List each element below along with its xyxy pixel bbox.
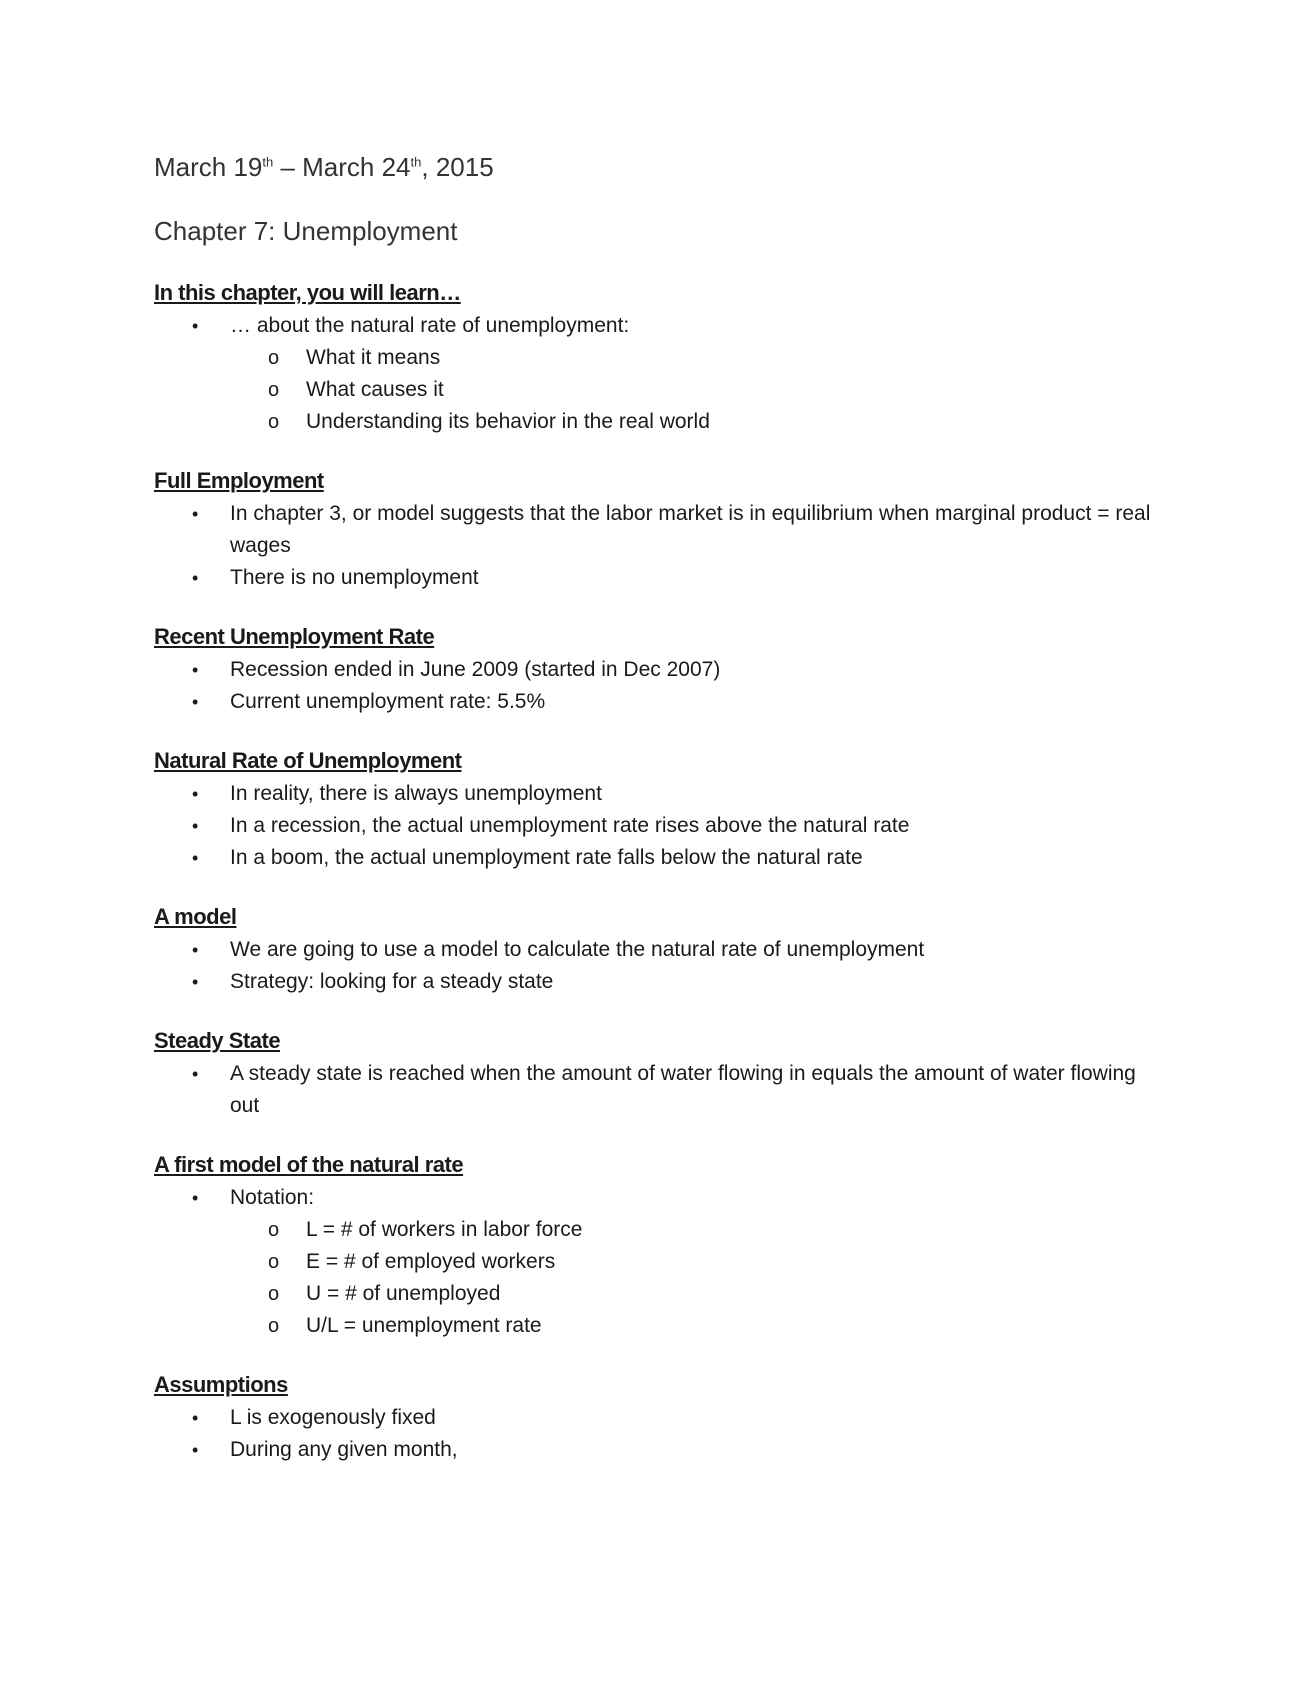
sub-bullet-item bbox=[230, 1246, 1154, 1278]
sub-bullet-circle-icon: o bbox=[268, 1315, 280, 1337]
bullet-text: In a recession, the actual unemployment rate rises above the natural rate bbox=[230, 814, 910, 837]
bullet-list bbox=[154, 934, 1154, 998]
section bbox=[154, 278, 1154, 438]
bullet-item bbox=[154, 1402, 1154, 1434]
bullet-item bbox=[154, 686, 1154, 718]
sub-bullet-circle-icon: o bbox=[268, 411, 280, 433]
bullet-text: … about the natural rate of unemployment: bbox=[230, 314, 630, 337]
sub-bullet-circle-icon: o bbox=[268, 1283, 280, 1305]
bullet-item bbox=[154, 934, 1154, 966]
bullet-text: Strategy: looking for a steady state bbox=[230, 970, 554, 993]
section-heading: A first model of the natural rate bbox=[154, 1152, 464, 1177]
sub-bullet-text: What causes it bbox=[306, 378, 444, 401]
bullet-dot-icon: • bbox=[192, 1440, 199, 1460]
sub-bullet-circle-icon: o bbox=[268, 1219, 280, 1241]
bullet-list bbox=[154, 778, 1154, 874]
sub-bullet-text: L = # of workers in labor force bbox=[306, 1218, 583, 1241]
bullet-dot-icon: • bbox=[192, 1188, 199, 1208]
sub-bullet-circle-icon: o bbox=[268, 379, 280, 401]
bullet-text: Recession ended in June 2009 (started in Dec 2007) bbox=[230, 658, 721, 681]
section-heading: Full Employment bbox=[154, 468, 324, 493]
bullet-text: A steady state is reached when the amount of water flowing in equals the amount of water flowing out bbox=[230, 1062, 1136, 1117]
bullet-dot-icon: • bbox=[192, 972, 199, 992]
sub-bullet-item bbox=[230, 1214, 1154, 1246]
bullet-dot-icon: • bbox=[192, 316, 199, 336]
bullet-item bbox=[154, 1058, 1154, 1122]
sub-bullet-item bbox=[230, 374, 1154, 406]
sub-bullet-item bbox=[230, 406, 1154, 438]
bullet-list bbox=[154, 1402, 1154, 1466]
date-range bbox=[154, 150, 1154, 184]
bullet-dot-icon: • bbox=[192, 940, 199, 960]
section bbox=[154, 746, 1154, 874]
bullet-text: We are going to use a model to calculate the natural rate of unemployment bbox=[230, 938, 925, 961]
bullet-dot-icon: • bbox=[192, 504, 199, 524]
date-start-suffix: th bbox=[262, 154, 274, 170]
bullet-item bbox=[154, 310, 1154, 438]
section bbox=[154, 1026, 1154, 1122]
bullet-dot-icon: • bbox=[192, 784, 199, 804]
bullet-dot-icon: • bbox=[192, 816, 199, 836]
date-start: March 19 bbox=[154, 152, 263, 182]
bullet-item bbox=[154, 966, 1154, 998]
bullet-text: L is exogenously fixed bbox=[230, 1406, 436, 1429]
sub-bullet-item bbox=[230, 342, 1154, 374]
bullet-list bbox=[154, 498, 1154, 594]
sub-bullet-text: What it means bbox=[306, 346, 441, 369]
bullet-item bbox=[154, 842, 1154, 874]
sub-bullet-text: Understanding its behavior in the real world bbox=[306, 410, 710, 433]
bullet-text: In a boom, the actual unemployment rate falls below the natural rate bbox=[230, 846, 863, 869]
section bbox=[154, 902, 1154, 998]
sub-bullet-item bbox=[230, 1310, 1154, 1342]
bullet-list bbox=[154, 654, 1154, 718]
bullet-dot-icon: • bbox=[192, 1408, 199, 1428]
section bbox=[154, 1150, 1154, 1342]
date-end: – March 24 bbox=[273, 152, 411, 182]
bullet-list bbox=[154, 1058, 1154, 1122]
sub-bullet-text: U/L = unemployment rate bbox=[306, 1314, 542, 1337]
bullet-item bbox=[154, 1434, 1154, 1466]
sub-bullet-circle-icon: o bbox=[268, 1251, 280, 1273]
section bbox=[154, 466, 1154, 594]
sub-bullet-circle-icon: o bbox=[268, 347, 280, 369]
section bbox=[154, 622, 1154, 718]
bullet-item bbox=[154, 778, 1154, 810]
section-heading: In this chapter, you will learn… bbox=[154, 280, 461, 305]
bullet-list bbox=[154, 1182, 1154, 1342]
section-heading: A model bbox=[154, 904, 237, 929]
bullet-dot-icon: • bbox=[192, 1064, 199, 1084]
bullet-item bbox=[154, 810, 1154, 842]
bullet-dot-icon: • bbox=[192, 692, 199, 712]
bullet-list bbox=[154, 310, 1154, 438]
section-heading: Assumptions bbox=[154, 1372, 288, 1397]
bullet-text: There is no unemployment bbox=[230, 566, 479, 589]
date-end-suffix: th bbox=[410, 154, 422, 170]
sub-bullet-list bbox=[230, 1214, 1154, 1342]
bullet-item bbox=[154, 562, 1154, 594]
section-heading: Steady State bbox=[154, 1028, 281, 1053]
bullet-item bbox=[154, 1182, 1154, 1342]
bullet-item bbox=[154, 654, 1154, 686]
bullet-dot-icon: • bbox=[192, 660, 199, 680]
bullet-text: In reality, there is always unemployment bbox=[230, 782, 602, 805]
section bbox=[154, 1370, 1154, 1466]
sub-bullet-text: U = # of unemployed bbox=[306, 1282, 501, 1305]
bullet-text: Current unemployment rate: 5.5% bbox=[230, 690, 546, 713]
bullet-text: In chapter 3, or model suggests that the labor market is in equilibrium when marginal product = real wages bbox=[230, 502, 1151, 557]
section-heading: Recent Unemployment Rate bbox=[154, 624, 435, 649]
sections-container bbox=[154, 278, 1154, 1466]
document-page bbox=[154, 150, 1154, 1494]
bullet-item bbox=[154, 498, 1154, 562]
bullet-text: During any given month, bbox=[230, 1438, 458, 1461]
chapter-title: Chapter 7: Unemployment bbox=[154, 216, 458, 246]
date-year: , 2015 bbox=[421, 152, 494, 182]
sub-bullet-item bbox=[230, 1278, 1154, 1310]
bullet-dot-icon: • bbox=[192, 568, 199, 588]
sub-bullet-text: E = # of employed workers bbox=[306, 1250, 556, 1273]
sub-bullet-list bbox=[230, 342, 1154, 438]
bullet-dot-icon: • bbox=[192, 848, 199, 868]
section-heading: Natural Rate of Unemployment bbox=[154, 748, 462, 773]
bullet-text: Notation: bbox=[230, 1186, 315, 1209]
